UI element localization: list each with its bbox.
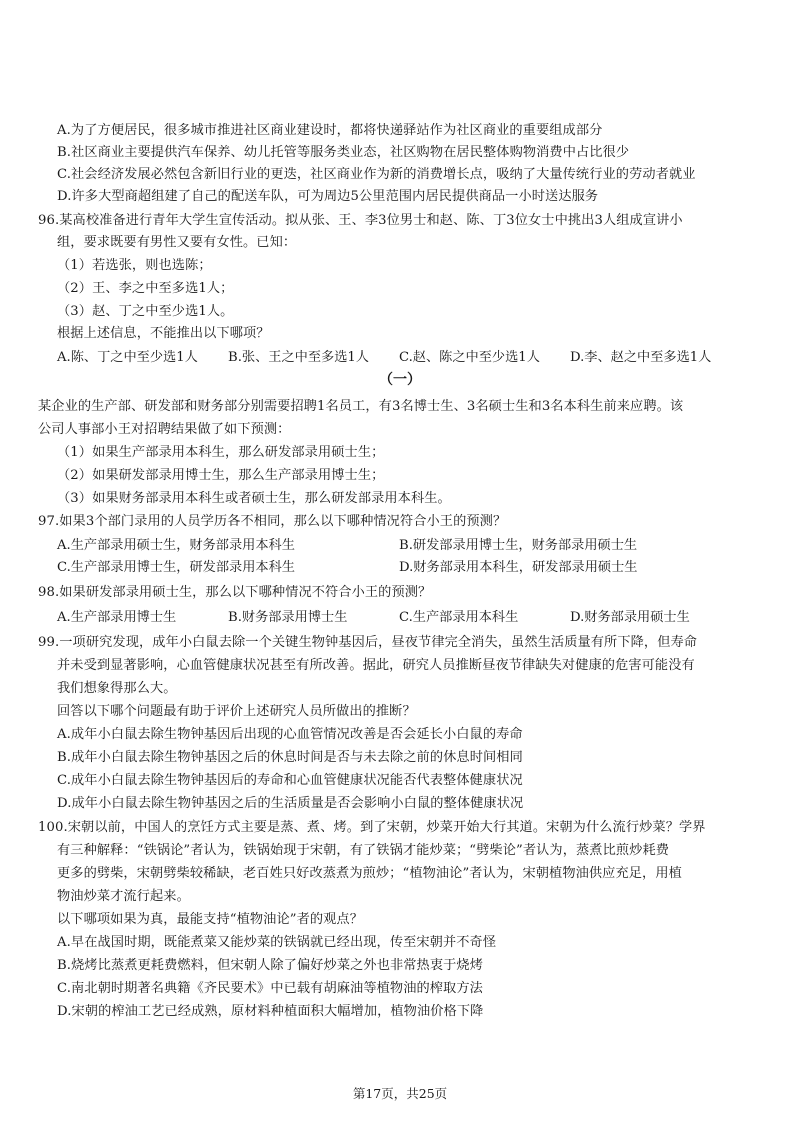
prediction-2: （2）如果研发部录用博士生，那么生产部录用博士生； (57, 468, 385, 483)
q98-option-c: C.生产部录用本科生 (399, 610, 519, 625)
q96-stem-line1: 96.某高校准备进行青年大学生宣传活动。拟从张、王、李3位男士和赵、陈、丁3位女士中挑出3人组成宣讲小 (38, 213, 683, 228)
q97-option-d: D.财务部录用本科生，研发部录用硕士生 (399, 560, 638, 575)
q97-option-a: A.生产部录用硕士生，财务部录用本科生 (57, 538, 295, 553)
q98-option-b: B.财务部录用博士生 (228, 610, 348, 625)
q100-stem-line2: 有三种解释：“铁锅论”者认为，铁锅始现于宋朝，有了铁锅才能炒菜；“劈柴论”者认为，蒸煮比煎炒耗费 (57, 843, 670, 858)
q96-condition-1: （1）若选张，则也选陈； (57, 258, 212, 273)
q99-option-b: B.成年小白鼠去除生物钟基因之后的休息时间是否与未去除之前的休息时间相同 (57, 750, 523, 765)
q100-option-d: D.宋朝的榨油工艺已经成熟，原材料种植面积大幅增加，植物油价格下降 (57, 1004, 484, 1019)
q99-option-d: D.成年小白鼠去除生物钟基因之后的生活质量是否会影响小白鼠的整体健康状况 (57, 796, 524, 811)
q95-option-b: B.社区商业主要提供汽车保养、幼儿托管等服务类业态，社区购物在居民整体购物消费中占比很少 (57, 145, 630, 160)
prediction-1: （1）如果生产部录用本科生，那么研发部录用硕士生； (57, 445, 385, 460)
q98-stem: 98.如果研发部录用硕士生，那么以下哪种情况不符合小王的预测？ (38, 585, 432, 600)
q96-condition-3: （3）赵、丁之中至少选1人。 (57, 304, 234, 319)
section-intro-line2: 公司人事部小王对招聘结果做了如下预测： (38, 422, 291, 437)
q97-option-b: B.研发部录用博士生，财务部录用硕士生 (399, 538, 638, 553)
q95-option-d: D.许多大型商超组建了自己的配送车队，可为周边5公里范围内居民提供商品一小时送达服务 (57, 189, 599, 204)
q96-options-row (57, 348, 757, 368)
section-intro-line1: 某企业的生产部、研发部和财务部分别需要招聘1名员工，有3名博士生、3名硕士生和3名本科生前来应聘。该 (38, 399, 684, 414)
q97-options-row2 (57, 558, 757, 578)
q100-question: 以下哪项如果为真，最能支持“植物油论”者的观点？ (57, 912, 364, 927)
q98-option-d: D.财务部录用硕士生 (570, 610, 690, 625)
q99-stem-line1: 99.一项研究发现，成年小白鼠去除一个关键生物钟基因后，昼夜节律完全消失，虽然生活质量有所下降，但寿命 (38, 635, 698, 650)
q100-option-c: C.南北朝时期著名典籍《齐民要术》中已载有胡麻油等植物油的榨取方法 (57, 981, 483, 996)
q99-option-c: C.成年小白鼠去除生物钟基因后的寿命和心血管健康状况能否代表整体健康状况 (57, 773, 523, 788)
section-heading: （一） (379, 372, 421, 388)
page-number: 第17页，共25页 (352, 1086, 448, 1101)
q98-options-row (57, 608, 757, 628)
q96-option-b: B.张、王之中至多选1人 (228, 350, 369, 365)
q96-option-d: D.李、赵之中至多选1人 (570, 350, 712, 365)
q97-option-c: C.生产部录用博士生，研发部录用本科生 (57, 560, 295, 575)
q100-stem-line1: 100.宋朝以前，中国人的烹饪方式主要是蒸、煮、烤。到了宋朝，炒菜开始大行其道。宋朝为什么流行炒菜？学界 (38, 820, 706, 835)
q96-question: 根据上述信息，不能推出以下哪项？ (57, 326, 270, 341)
prediction-3: （3）如果财务部录用本科生或者硕士生，那么研发部录用本科生。 (57, 491, 451, 506)
q99-option-a: A.成年小白鼠去除生物钟基因后出现的心血管情况改善是否会延长小白鼠的寿命 (57, 727, 523, 742)
q97-stem: 97.如果3个部门录用的人员学历各不相同，那么以下哪种情况符合小王的预测？ (38, 514, 507, 529)
q96-option-a: A.陈、丁之中至少选1人 (57, 350, 198, 365)
q100-option-b: B.烧烤比蒸煮更耗费燃料，但宋朝人除了偏好炒菜之外也非常热衷于烧烤 (57, 958, 483, 973)
q100-stem-line4: 物油炒菜才流行起来。 (57, 889, 190, 904)
q96-option-c: C.赵、陈之中至少选1人 (399, 350, 540, 365)
q99-stem-line2: 并未受到显著影响，心血管健康状况甚至有所改善。据此，研究人员推断昼夜节律缺失对健康的危害可能没有 (57, 658, 695, 673)
q95-option-a: A.为了方便居民，很多城市推进社区商业建设时，都将快递驿站作为社区商业的重要组成部分 (57, 123, 603, 138)
q100-option-a: A.早在战国时期，既能煮菜又能炒菜的铁锅就已经出现，传至宋朝并不奇怪 (57, 935, 497, 950)
q100-stem-line3: 更多的劈柴，宋朝劈柴较稀缺，老百姓只好改蒸煮为煎炒；“植物油论”者认为，宋朝植物油供应充足，用植 (57, 866, 682, 881)
q96-stem-line2: 组，要求既要有男性又要有女性。已知： (57, 235, 297, 250)
q98-option-a: A.生产部录用博士生 (57, 610, 177, 625)
q97-options-row1 (57, 536, 757, 556)
q95-option-c: C.社会经济发展必然包含新旧行业的更迭，社区商业作为新的消费增长点，吸纳了大量传统行业的劳动者就业 (57, 167, 696, 182)
q96-condition-2: （2）王、李之中至多选1人； (57, 281, 234, 296)
q99-question: 回答以下哪个问题最有助于评价上述研究人员所做出的推断？ (57, 704, 416, 719)
q99-stem-line3: 我们想象得那么大。 (57, 681, 177, 696)
